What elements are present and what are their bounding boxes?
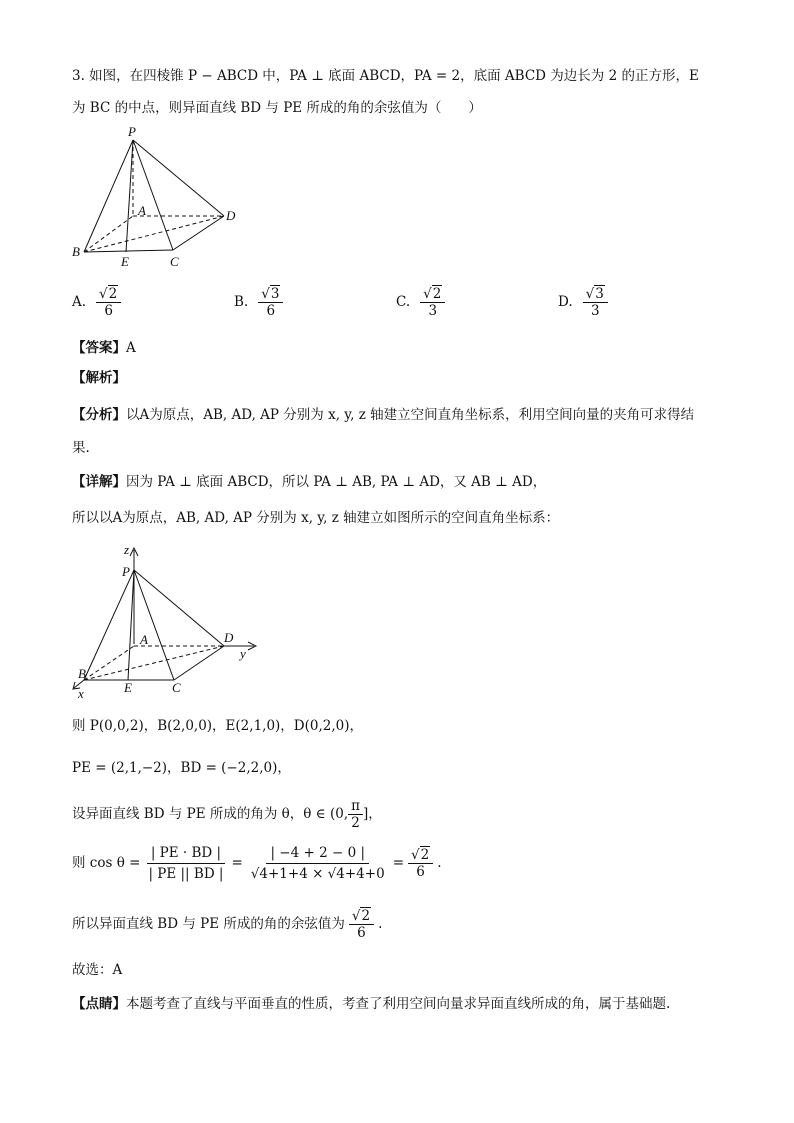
option-a-key: A.: [72, 294, 87, 310]
label-e: E: [121, 254, 129, 269]
option-c[interactable]: C. $\frac{√2}{3}$: [396, 282, 445, 322]
option-b-key: B.: [234, 294, 249, 310]
angle-line: 设异面直线 BD 与 PE 所成的角为 θ，θ ∈ (0, $\frac{\pi}{2}$ ]，: [72, 797, 382, 831]
coords-line: 则 P(0,0,2)，B(2,0,0)，E(2,1,0)，D(0,2,0)，: [72, 718, 364, 734]
label-p2: P: [122, 564, 130, 579]
axis-x-label: x: [78, 686, 84, 700]
detail-line-2: 所以以A为原点，AB, AD, AP 分别为 x, y, z 轴建立如图所示的空间直角坐标系：: [72, 510, 560, 526]
analysis-heading: 【解析】: [72, 370, 126, 386]
option-a[interactable]: A. $\frac{√2}{6}$: [72, 282, 121, 322]
label-b: B: [72, 244, 80, 259]
dianjing-line: 【点睛】本题考查了直线与平面垂直的性质，考查了利用空间向量求异面直线所成的角，属于基础题.: [72, 996, 671, 1012]
axis-y-label: y: [240, 646, 246, 661]
label-e2: E: [124, 680, 132, 695]
coordinate-figure: [68, 540, 268, 700]
vectors-line: PE = (2,1,−2)，BD = (−2,2,0)，: [72, 760, 291, 776]
question-line-1: 3. 如图，在四棱锥 P − ABCD 中，PA ⊥ 底面 ABCD，PA = 2，底面 ABCD 为边长为 2 的正方形，E: [72, 68, 699, 84]
fenxi-line-1: 【分析】以A为原点，AB, AD, AP 分别为 x, y, z 轴建立空间直角坐标系，利用空间向量的夹角可求得结: [72, 407, 695, 423]
label-c: C: [170, 254, 179, 269]
label-d2: D: [224, 630, 234, 645]
cos-line: 则 cos θ = $\frac{| PE \cdot BD |}{| PE || BD |}$ = $\frac{| -4 + 2 - 0 |}{√4+1+4 \times √4+4+0}$ = $\frac{√2}{6}$ .: [72, 844, 442, 882]
label-b2: B: [78, 666, 86, 681]
label-p: P: [128, 124, 136, 139]
label-a2: A: [140, 632, 148, 647]
axis-z-label: z: [124, 542, 130, 557]
option-b[interactable]: B. $\frac{√3}{6}$: [234, 282, 283, 322]
question-line-2: 为 BC 的中点，则异面直线 BD 与 PE 所成的角的余弦值为（ ）: [72, 100, 482, 116]
answer-value: A: [126, 340, 136, 356]
option-d[interactable]: D. $\frac{√3}{3}$: [558, 282, 608, 322]
option-d-key: D.: [558, 294, 573, 310]
label-d: D: [226, 208, 236, 223]
answer-tag: 【答案】: [72, 340, 126, 356]
choice-line: 故选：A: [72, 962, 123, 978]
label-a: A: [138, 203, 146, 218]
conclusion-line: 所以异面直线 BD 与 PE 所成的角的余弦值为 $\frac{√2}{6}$ .: [72, 907, 383, 941]
detail-line-1: 【详解】因为 PA ⊥ 底面 ABCD，所以 PA ⊥ AB, PA ⊥ AD，又 AB ⊥ AD，: [72, 474, 547, 490]
answer-line: [72, 338, 136, 358]
fenxi-line-2: 果.: [72, 440, 90, 456]
label-c2: C: [172, 680, 181, 695]
option-c-key: C.: [396, 294, 411, 310]
pyramid-figure: [68, 122, 248, 270]
